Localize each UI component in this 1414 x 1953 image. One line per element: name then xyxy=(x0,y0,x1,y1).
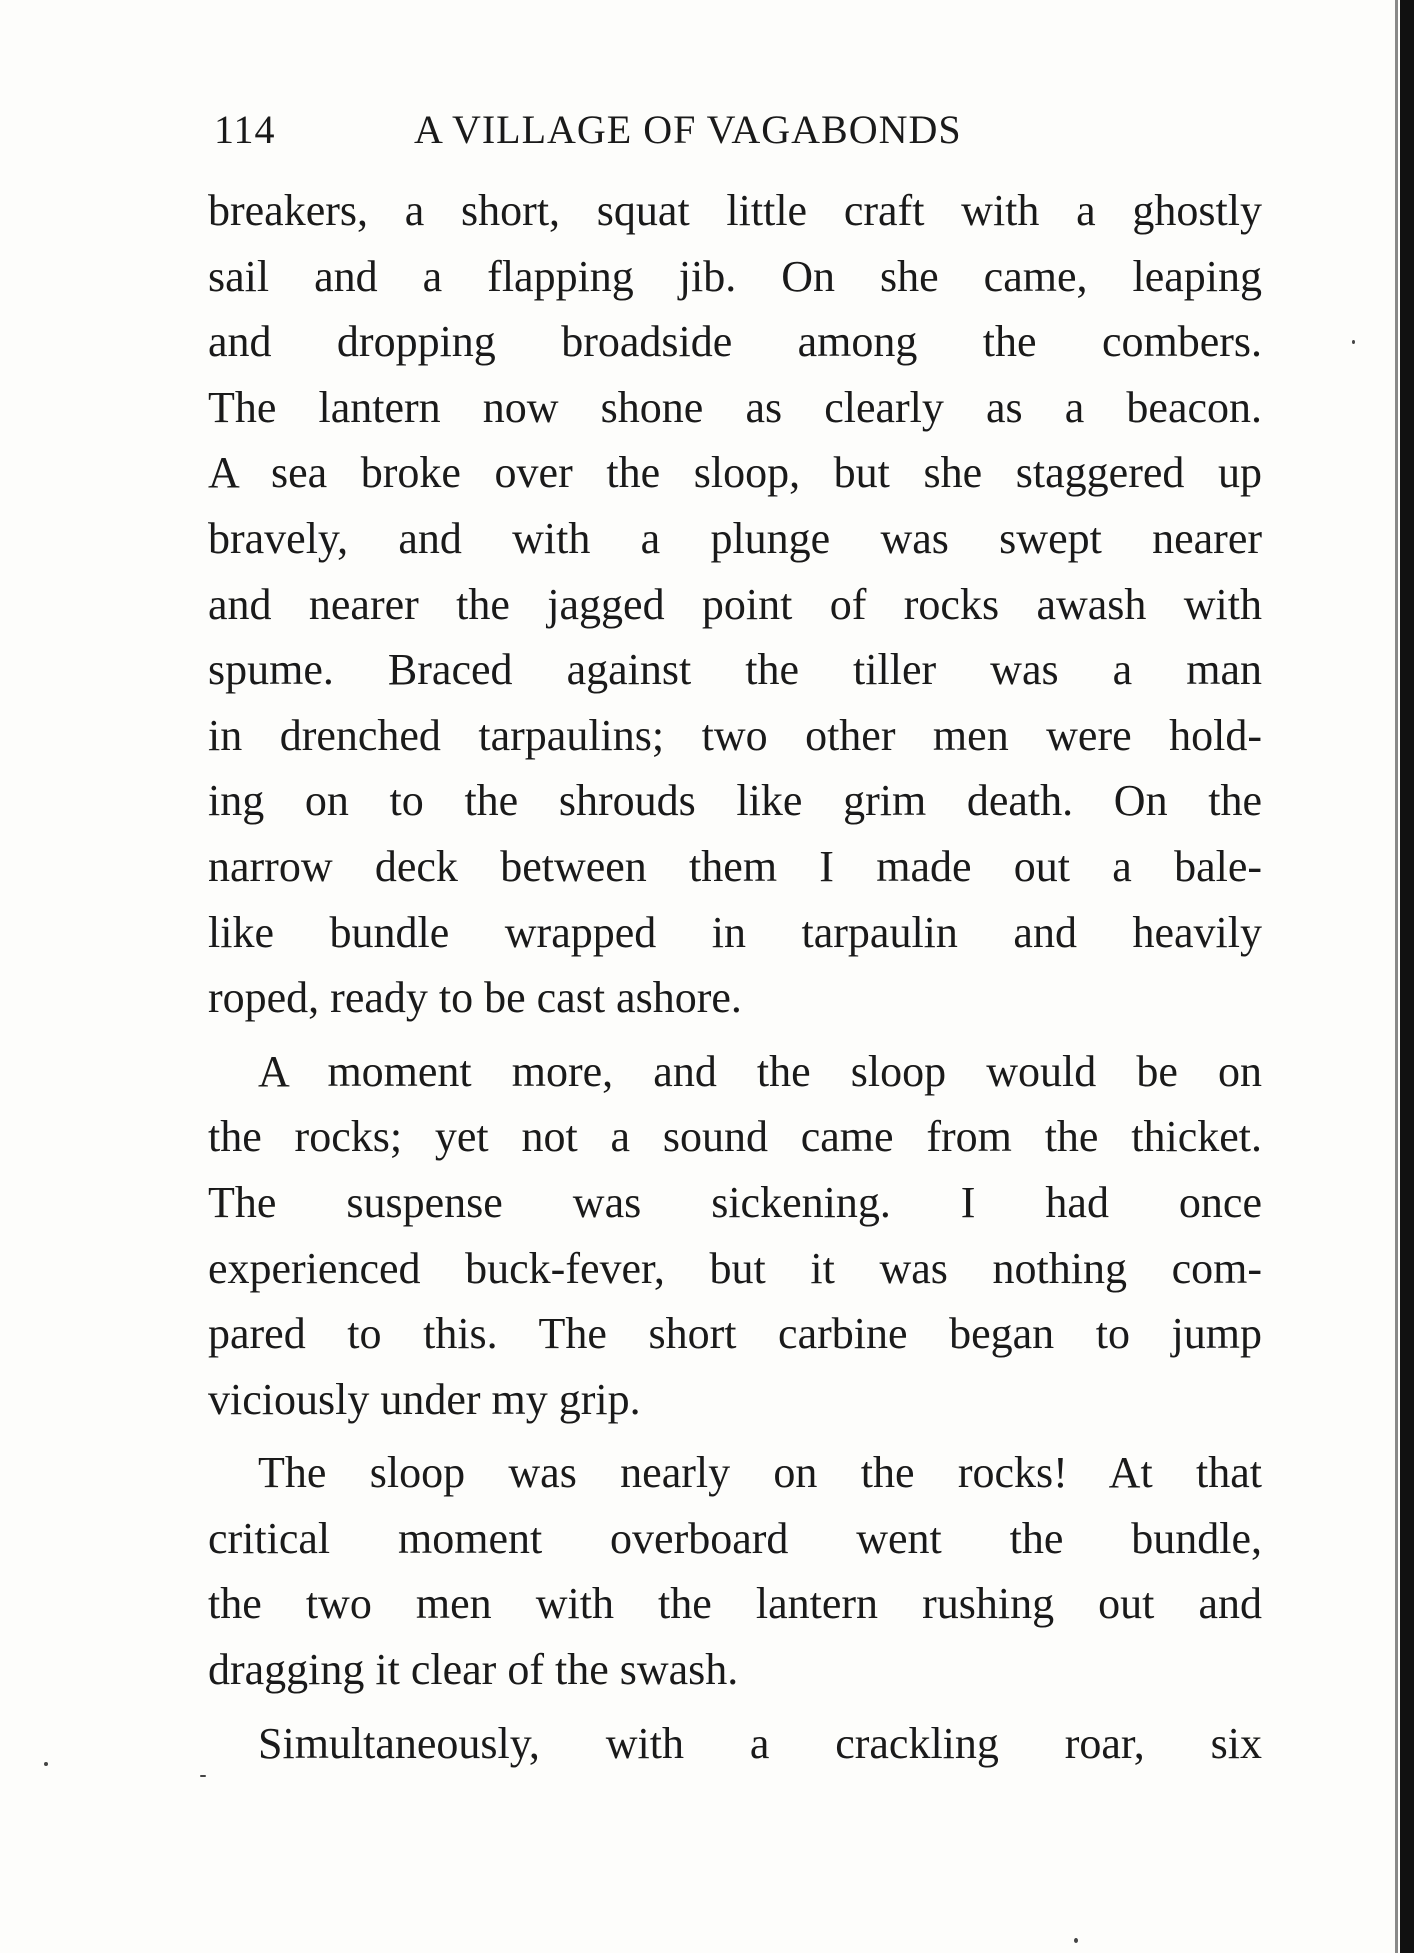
text-line: the rocks; yet not a sound came from the thicket. xyxy=(208,1112,1262,1162)
text-line: ing on to the shrouds like grim death. On the xyxy=(208,776,1262,826)
running-head xyxy=(214,106,1074,156)
text-line: A sea broke over the sloop, but she staggered up xyxy=(208,448,1262,498)
page-binding-edge xyxy=(1400,0,1414,1953)
paragraph-gap xyxy=(208,1703,1262,1711)
text-line: like bundle wrapped in tarpaulin and heavily xyxy=(208,907,1262,957)
paragraph-gap xyxy=(208,1432,1262,1440)
text-line: The lantern now shone as clearly as a beacon. xyxy=(208,382,1262,432)
text-line: in drenched tarpaulins; two other men were hold- xyxy=(208,710,1262,760)
text-line: critical moment overboard went the bundle, xyxy=(208,1513,1262,1563)
body-text xyxy=(208,178,1262,1776)
text-line: roped, ready to be cast ashore. xyxy=(208,973,742,1023)
text-line: The sloop was nearly on the rocks! At that xyxy=(258,1448,1262,1498)
paragraph xyxy=(208,178,1262,1031)
running-title: A VILLAGE OF VAGABONDS xyxy=(414,107,962,152)
scan-speck xyxy=(1352,340,1355,344)
text-line: and dropping broadside among the combers. xyxy=(208,317,1262,367)
page-number: 114 xyxy=(214,107,276,152)
text-line: breakers, a short, squat little craft with a ghostly xyxy=(208,186,1262,235)
scan-speck xyxy=(200,1775,206,1777)
text-line: sail and a flapping jib. On she came, leaping xyxy=(208,251,1262,301)
scan-speck xyxy=(1074,1938,1078,1943)
text-line: dragging it clear of the swash. xyxy=(208,1645,739,1695)
scan-speck xyxy=(44,1762,48,1766)
text-line: the two men with the lantern rushing out and xyxy=(208,1579,1262,1629)
text-line: A moment more, and the sloop would be on xyxy=(258,1046,1262,1096)
text-line: bravely, and with a plunge was swept nearer xyxy=(208,513,1262,563)
text-line: pared to this. The short carbine began to jump xyxy=(208,1309,1262,1359)
page-binding-shadow xyxy=(1395,0,1398,1953)
text-line: The suspense was sickening. I had once xyxy=(208,1177,1262,1227)
text-line: and nearer the jagged point of rocks awash with xyxy=(208,579,1262,629)
paragraph xyxy=(208,1440,1262,1702)
text-line: narrow deck between them I made out a bale- xyxy=(208,841,1262,891)
paragraph-gap xyxy=(208,1031,1262,1039)
paragraph xyxy=(208,1711,1262,1777)
paragraph xyxy=(208,1039,1262,1433)
text-line: viciously under my grip. xyxy=(208,1374,641,1424)
text-line: Simultaneously, with a crackling roar, six xyxy=(258,1718,1262,1768)
text-line: experienced buck-fever, but it was nothing com- xyxy=(208,1243,1262,1293)
text-line: spume. Braced against the tiller was a man xyxy=(208,645,1262,695)
